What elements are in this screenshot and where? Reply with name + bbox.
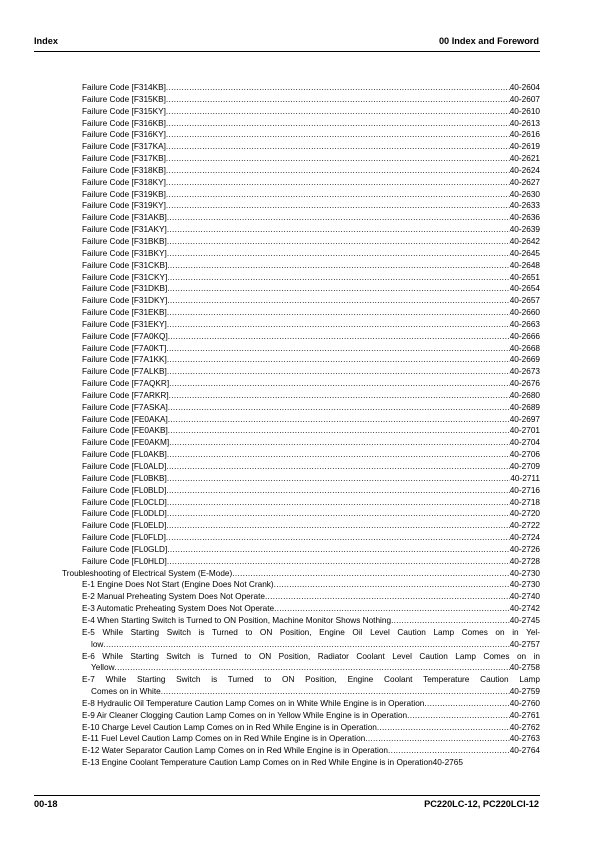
dot-leader [388, 745, 510, 757]
dot-leader [166, 165, 510, 177]
toc-entry-title: Failure Code [F314KB] [82, 83, 166, 92]
toc-entry-title: Failure Code [F31EKB] [82, 308, 167, 318]
toc-entry-page: 40-2709 [509, 462, 540, 471]
dot-leader [167, 236, 510, 248]
toc-entry-title: Failure Code [F317KB] [82, 154, 166, 164]
toc-entry-failure-code[interactable] [62, 331, 540, 343]
toc-entry-title: E-3 Automatic Preheating System Does Not Operate [82, 604, 275, 614]
dot-leader [169, 390, 510, 402]
toc-entry-page: 40-2745 [509, 615, 540, 625]
toc-entry-section[interactable] [62, 568, 540, 580]
dot-leader [167, 260, 509, 272]
toc-entry-failure-code[interactable] [62, 497, 540, 509]
toc-entry-page: 40-2613 [509, 118, 540, 128]
dot-leader [167, 544, 509, 556]
toc-entry-page: 40-2636 [509, 213, 540, 223]
toc-entry-page: 40-2718 [509, 497, 540, 507]
toc-entry-title: Failure Code [F31DKB] [82, 284, 168, 294]
toc-entry-failure-code[interactable] [62, 212, 540, 224]
dot-leader [166, 189, 510, 201]
index-list [62, 82, 540, 769]
toc-entry-page: 40-2757 [509, 639, 540, 649]
toc-entry-e13[interactable] [62, 757, 540, 769]
toc-entry-failure-code[interactable] [62, 177, 540, 189]
toc-entry-failure-code[interactable] [62, 283, 540, 295]
toc-entry-page: 40-2673 [509, 367, 540, 377]
toc-entry-failure-code[interactable] [62, 307, 540, 319]
dot-leader [232, 568, 509, 580]
page-footer [34, 799, 539, 813]
dot-leader [166, 94, 510, 106]
toc-entry-failure-code[interactable] [62, 414, 540, 426]
dot-leader [167, 473, 510, 485]
toc-entry-title: Failure Code [F316KB] [82, 118, 166, 128]
toc-entry-title: Failure Code [F7A0KQ] [82, 331, 168, 341]
toc-entry-e2[interactable] [62, 591, 540, 603]
toc-entry-e1[interactable] [62, 579, 540, 591]
toc-entry-page: 40-2730 [509, 568, 540, 578]
toc-entry-failure-code[interactable] [62, 425, 540, 437]
toc-entry-failure-code[interactable] [62, 402, 540, 414]
toc-entry-page: 40-2759 [509, 687, 540, 697]
dot-leader [424, 698, 509, 710]
toc-entry-title: E-11 Fuel Level Caution Lamp Comes on in Red While Engine is in Operation [82, 734, 366, 744]
toc-entry-title: E-12 Water Separator Caution Lamp Comes on in Red While Engine is in Operation [82, 746, 389, 756]
toc-entry-title: Failure Code [F7ALKB] [82, 367, 167, 377]
toc-entry-page: 40-2730 [509, 580, 540, 590]
header-chapter-title: 00 Index and Foreword [438, 36, 539, 46]
toc-entry-failure-code[interactable] [62, 272, 540, 284]
toc-entry-page: 40-2676 [509, 379, 540, 389]
toc-entry-failure-code[interactable] [62, 248, 540, 260]
dot-leader [167, 295, 509, 307]
toc-entry-page: 40-2666 [509, 331, 540, 341]
toc-entry-title: E-7 While Starting Switch is Turned to ON Position, Engine Coolant Temperature Caution Lamp [82, 675, 540, 685]
toc-entry-failure-code[interactable] [62, 485, 540, 497]
toc-entry-title: Failure Code [FL0DLD] [82, 509, 167, 519]
toc-entry-title: E-6 While Starting Switch is Turned to ON Position, Radiator Coolant Level Caution Lamp Comes on in [82, 651, 540, 661]
toc-entry-title: E-2 Manual Preheating System Does Not Operate [82, 592, 265, 602]
dot-leader [166, 82, 510, 94]
dot-leader [166, 532, 510, 544]
toc-entry-title: Failure Code [F7AQKR] [82, 379, 170, 389]
toc-entry-title: Failure Code [F7A0KT] [82, 343, 167, 353]
toc-entry-page: 40-2642 [509, 236, 540, 246]
dot-leader [166, 141, 510, 153]
toc-entry-page: 40-2760 [509, 698, 540, 708]
toc-entry-page: 40-2740 [509, 592, 540, 602]
dot-leader [168, 414, 510, 426]
dot-leader [167, 354, 510, 366]
toc-entry-title: E-10 Charge Level Caution Lamp Comes on in Red While Engine is in Operation [82, 722, 377, 732]
toc-entry-title: Failure Code [F31DKY] [82, 296, 168, 306]
toc-entry-page: 40-2764 [509, 746, 540, 756]
toc-entry-e8[interactable] [62, 698, 540, 710]
model-name: PC220LC-12, PC220LCI-12 [424, 799, 539, 809]
toc-entry-page: 40-2654 [509, 284, 540, 294]
toc-entry-e7[interactable] [62, 674, 540, 698]
toc-entry-title: Failure Code [F31AKY] [82, 225, 167, 235]
toc-entry-title: Failure Code [FL0CLD] [82, 497, 167, 507]
toc-entry-e11[interactable] [62, 733, 540, 745]
footer-rule [34, 795, 540, 796]
toc-entry-page: 40-2711 [510, 473, 540, 483]
toc-entry-failure-code[interactable] [62, 461, 540, 473]
toc-entry-page: 40-2645 [509, 248, 540, 258]
toc-entry-e10[interactable] [62, 722, 540, 734]
toc-entry-failure-code[interactable] [62, 165, 540, 177]
toc-entry-title: Failure Code [F319KY] [82, 201, 166, 211]
toc-entry-page: 40-2657 [509, 296, 540, 306]
toc-entry-failure-code[interactable] [62, 508, 540, 520]
toc-entry-page: 40-2610 [509, 106, 540, 116]
toc-entry-failure-code[interactable] [62, 390, 540, 402]
toc-entry-title: Failure Code [F318KY] [82, 177, 166, 187]
dot-leader [167, 449, 510, 461]
toc-entry-page: 40-2627 [509, 177, 540, 187]
toc-entry-failure-code[interactable] [62, 437, 540, 449]
toc-entry-page: 40-2762 [509, 722, 540, 732]
toc-entry-page: 40-2680 [509, 390, 540, 400]
toc-entry-failure-code[interactable] [62, 129, 540, 141]
toc-entry-page: 40-2663 [509, 319, 540, 329]
dot-leader [407, 710, 510, 722]
toc-entry-title-continued: Yellow [91, 663, 115, 673]
toc-entry-page: 40-2716 [509, 485, 540, 495]
toc-entry-page: 40-2689 [509, 402, 540, 412]
dot-leader [168, 331, 510, 343]
header-section-title: Index [34, 36, 58, 46]
toc-entry-title: Failure Code [FE0AKB] [82, 426, 168, 436]
dot-leader [274, 603, 510, 615]
toc-entry-failure-code[interactable] [62, 260, 540, 272]
dot-leader [169, 378, 510, 390]
toc-entry-failure-code[interactable] [62, 224, 540, 236]
toc-entry-page: 40-2616 [509, 130, 540, 140]
toc-entry-failure-code[interactable] [62, 189, 540, 201]
dot-leader [391, 615, 510, 627]
toc-entry-title: Failure Code [FE0AKM] [82, 438, 170, 448]
toc-entry-title: Failure Code [F7A1KK] [82, 355, 167, 365]
dot-leader [167, 319, 510, 331]
toc-entry-page: 40-2639 [509, 225, 540, 235]
toc-entry-failure-code[interactable] [62, 532, 540, 544]
dot-leader [365, 733, 509, 745]
toc-entry-page: 40-2621 [509, 154, 540, 164]
toc-entry-title: Failure Code [F7ASKA] [82, 402, 168, 412]
toc-entry-failure-code[interactable] [62, 544, 540, 556]
dot-leader [167, 556, 510, 568]
toc-entry-page: 40-2704 [509, 438, 540, 448]
dot-leader [167, 224, 510, 236]
toc-entry-title: Failure Code [FL0FLD] [82, 533, 166, 543]
toc-entry-title: Failure Code [F7ARKR] [82, 390, 169, 400]
toc-entry-title: Failure Code [F31AKB] [82, 213, 167, 223]
dot-leader [166, 177, 510, 189]
toc-entry-title-continued: Comes on in White [91, 687, 161, 697]
page-header [34, 36, 539, 52]
toc-entry-page: 40-2619 [509, 142, 540, 152]
toc-entry-page: 40-2607 [509, 94, 540, 104]
toc-entry-page: 40-2722 [509, 521, 540, 531]
dot-leader [115, 662, 510, 674]
toc-entry-e5[interactable] [62, 627, 540, 651]
toc-entry-title: E-4 When Starting Switch is Turned to ON Position, Machine Monitor Shows Nothing [82, 615, 392, 625]
toc-entry-page: 40-2668 [509, 343, 540, 353]
toc-entry-failure-code[interactable] [62, 354, 540, 366]
dot-leader [103, 639, 509, 651]
toc-entry-page: 40-2630 [509, 189, 540, 199]
toc-entry-page: 40-2724 [509, 533, 540, 543]
failure-code-list [62, 82, 540, 568]
dot-leader [167, 283, 509, 295]
toc-entry-failure-code[interactable] [62, 449, 540, 461]
toc-entry-title: Failure Code [FE0AKA] [82, 414, 168, 424]
dot-leader [166, 200, 510, 212]
toc-entry-e9[interactable] [62, 710, 540, 722]
toc-entry-title: Failure Code [F31BKY] [82, 248, 167, 258]
toc-entry-e6[interactable] [62, 651, 540, 675]
toc-entry-failure-code[interactable] [62, 141, 540, 153]
header-rule [34, 51, 540, 52]
toc-entry-title: Failure Code [F319KB] [82, 189, 166, 199]
toc-entry-failure-code[interactable] [62, 378, 540, 390]
dot-leader [166, 106, 510, 118]
toc-entry-title: E-5 While Starting Switch is Turned to ON Position, Engine Oil Level Caution Lamp Comes on in Yel- [82, 627, 540, 637]
toc-entry-failure-code[interactable] [62, 319, 540, 331]
toc-entry-page: 40-2765 [432, 758, 463, 768]
dot-leader [265, 591, 510, 603]
toc-entry-page: 40-2633 [509, 201, 540, 211]
toc-entry-title: Failure Code [F317KA] [82, 142, 166, 152]
toc-entry-e3[interactable] [62, 603, 540, 615]
dot-leader [166, 461, 509, 473]
toc-entry-failure-code[interactable] [62, 94, 540, 106]
toc-entry-e12[interactable] [62, 745, 540, 757]
toc-entry-title: Failure Code [FL0GLD] [82, 544, 168, 554]
dot-leader [167, 497, 510, 509]
toc-entry-title: Failure Code [F31EKY] [82, 319, 167, 329]
toc-entry-failure-code[interactable] [62, 343, 540, 355]
dot-leader [168, 425, 510, 437]
toc-entry-title-continued: low [91, 639, 104, 649]
dot-leader [167, 366, 510, 378]
toc-entry-title: Failure Code [FL0HLD] [82, 556, 167, 566]
toc-entry-page: 40-2624 [509, 165, 540, 175]
toc-entry-failure-code[interactable] [62, 236, 540, 248]
toc-entry-page: 40-2701 [509, 426, 540, 436]
toc-entry-title: E-8 Hydraulic Oil Temperature Caution Lamp Comes on in White While Engine is in Operation [82, 698, 425, 708]
toc-entry-failure-code[interactable] [62, 106, 540, 118]
toc-entry-title: Failure Code [FL0BLD] [82, 485, 167, 495]
toc-entry-page: 40-2669 [509, 355, 540, 365]
toc-entry-failure-code[interactable] [62, 520, 540, 532]
toc-entry-title: Failure Code [F315KY] [82, 106, 166, 116]
toc-entry-title: E-9 Air Cleaner Clogging Caution Lamp Comes on in Yellow While Engine is in Operation [82, 710, 408, 720]
toc-entry-failure-code[interactable] [62, 366, 540, 378]
toc-entry-page: 40-2728 [509, 556, 540, 566]
dot-leader [167, 248, 510, 260]
toc-entry-title: Failure Code [F31CKB] [82, 260, 168, 270]
toc-entry-title: E-13 Engine Coolant Temperature Caution Lamp Comes on in Red While Engine is in Operation [82, 758, 433, 768]
toc-entry-title: Failure Code [FL0AKB] [82, 450, 167, 460]
toc-entry-page: 40-2761 [509, 710, 540, 720]
toc-entry-title: Failure Code [F31BKB] [82, 236, 167, 246]
dot-leader [167, 508, 510, 520]
toc-entry-failure-code[interactable] [62, 153, 540, 165]
dot-leader [166, 343, 509, 355]
toc-entry-failure-code[interactable] [62, 200, 540, 212]
toc-entry-title: Failure Code [F31CKY] [82, 272, 168, 282]
toc-entry-page: 40-2660 [509, 308, 540, 318]
toc-entry-failure-code[interactable] [62, 82, 540, 94]
toc-entry-title: Troubleshooting of Electrical System (E-Mode) [62, 568, 233, 578]
dot-leader [166, 129, 510, 141]
dot-leader [166, 153, 510, 165]
toc-entry-page: 40-2648 [509, 260, 540, 270]
toc-entry-failure-code[interactable] [62, 295, 540, 307]
dot-leader [167, 307, 510, 319]
dot-leader [166, 118, 510, 130]
toc-entry-page: 40-2604 [509, 83, 540, 92]
toc-entry-title: Failure Code [FL0ALD] [82, 462, 167, 471]
toc-entry-title: Failure Code [F318KB] [82, 165, 166, 175]
toc-entry-page: 40-2742 [509, 604, 540, 614]
dot-leader [169, 437, 510, 449]
toc-entry-failure-code[interactable] [62, 473, 540, 485]
dot-leader [161, 686, 510, 698]
toc-entry-page: 40-2758 [509, 663, 540, 673]
toc-entry-page: 40-2706 [509, 450, 540, 460]
toc-entry-title: Failure Code [F316KY] [82, 130, 166, 140]
toc-entry-page: 40-2651 [509, 272, 540, 282]
dot-leader [168, 402, 510, 414]
dot-leader [166, 520, 509, 532]
page-number: 00-18 [34, 799, 58, 809]
toc-entry-title: Failure Code [FL0ELD] [82, 521, 167, 531]
dot-leader [167, 212, 510, 224]
dot-leader [377, 722, 510, 734]
toc-entry-page: 40-2763 [509, 734, 540, 744]
toc-entry-failure-code[interactable] [62, 118, 540, 130]
toc-entry-title: Failure Code [FL0BKB] [82, 473, 167, 483]
toc-entry-page: 40-2697 [509, 414, 540, 424]
toc-entry-title: Failure Code [F315KB] [82, 94, 166, 104]
toc-entry-page: 40-2726 [509, 544, 540, 554]
toc-entry-title: E-1 Engine Does Not Start (Engine Does Not Crank) [82, 580, 274, 590]
dot-leader [166, 485, 509, 497]
toc-entry-e4[interactable] [62, 615, 540, 627]
dot-leader [274, 579, 510, 591]
toc-entry-failure-code[interactable] [62, 556, 540, 568]
dot-leader [167, 272, 509, 284]
toc-entry-page: 40-2720 [509, 509, 540, 519]
